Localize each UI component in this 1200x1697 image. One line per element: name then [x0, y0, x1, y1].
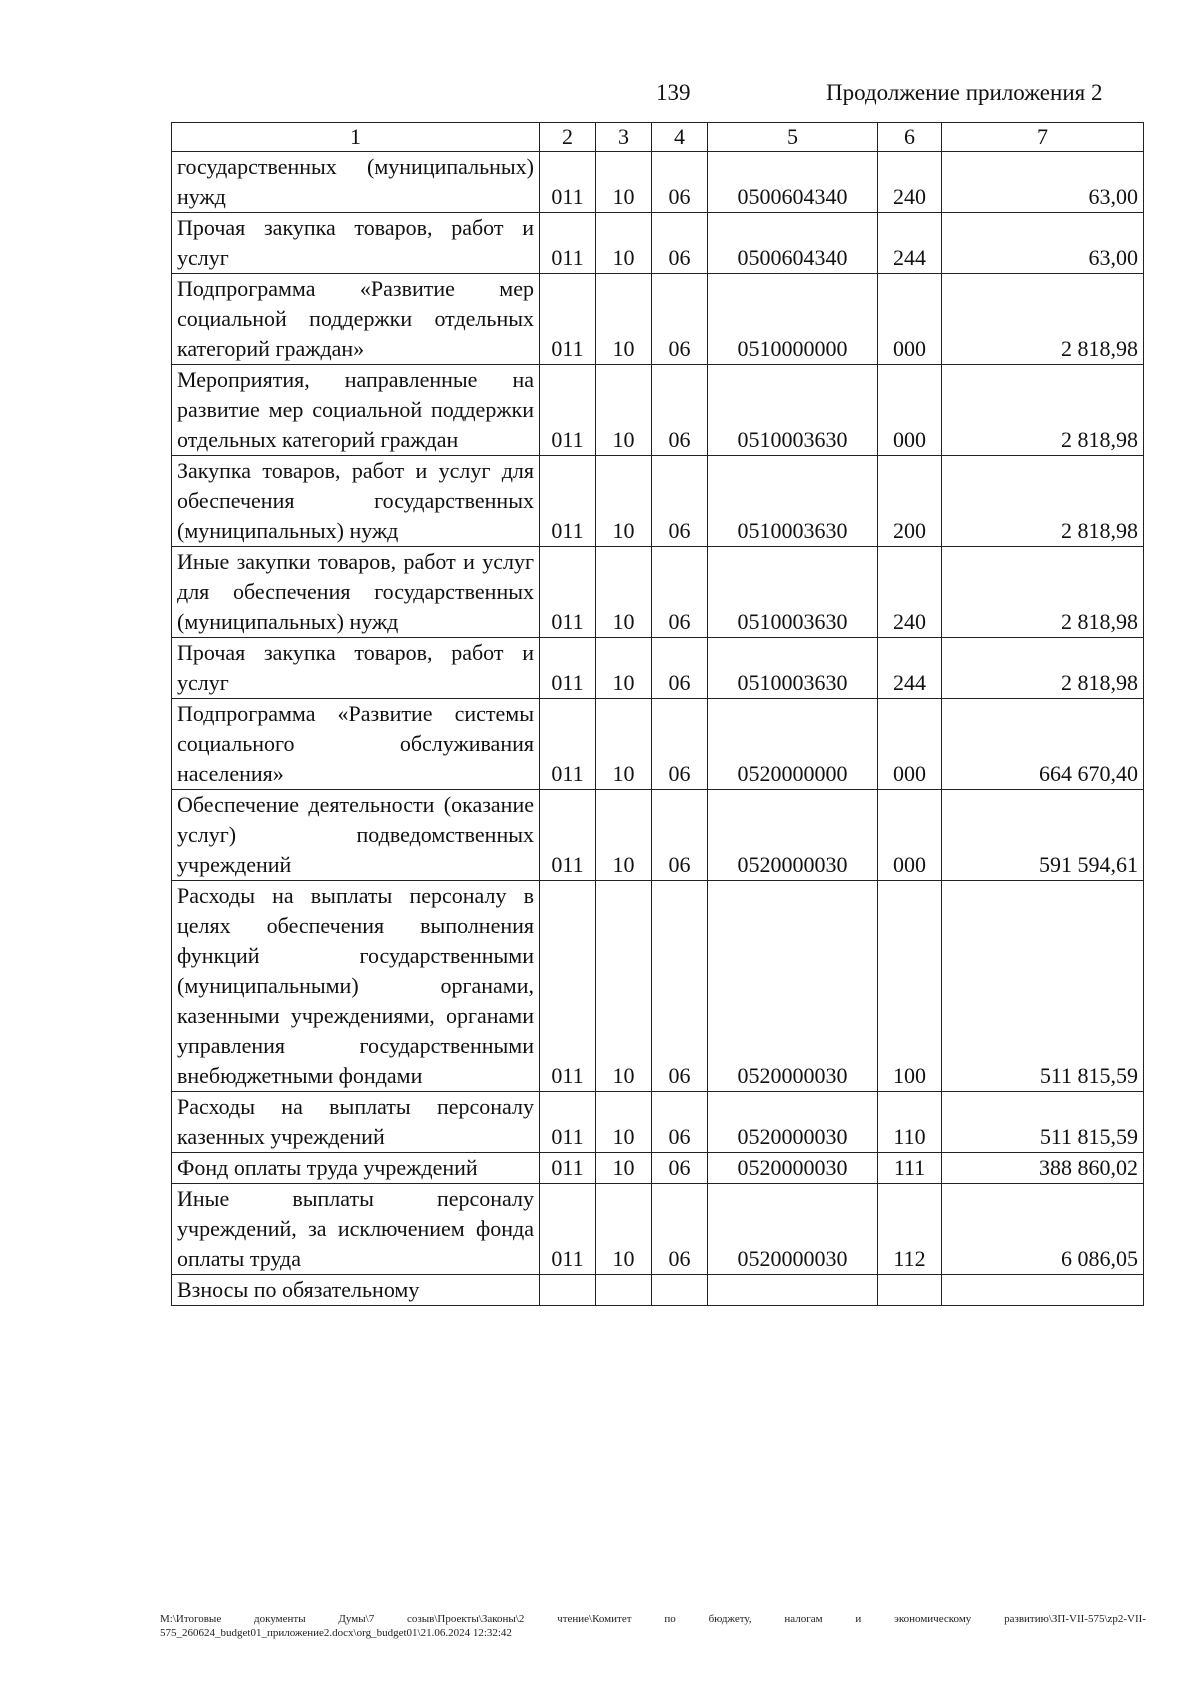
- table-row: [172, 213, 1144, 274]
- cell-col-2: 011: [540, 365, 596, 456]
- cell-description: Подпрограмма «Развитие мер социальной поддержки отдельных категорий граждан»: [172, 274, 540, 365]
- cell-col-4: 06: [652, 1153, 708, 1184]
- cell-col-6: 112: [878, 1184, 942, 1275]
- cell-col-4: 06: [652, 638, 708, 699]
- cell-col-5: 0520000000: [708, 699, 878, 790]
- cell-col-2: 011: [540, 638, 596, 699]
- cell-col-2: 011: [540, 881, 596, 1092]
- table-row: [172, 456, 1144, 547]
- cell-col-3: [596, 1275, 652, 1306]
- cell-col-3: 10: [596, 365, 652, 456]
- cell-col-5: [708, 1275, 878, 1306]
- cell-col-3: 10: [596, 1092, 652, 1153]
- cell-col-6: 110: [878, 1092, 942, 1153]
- cell-col-5: 0500604340: [708, 152, 878, 213]
- cell-col-3: 10: [596, 547, 652, 638]
- cell-col-4: 06: [652, 881, 708, 1092]
- cell-amount: 2 818,98: [942, 456, 1144, 547]
- cell-col-5: 0520000030: [708, 790, 878, 881]
- header-row: [172, 123, 1144, 152]
- cell-col-6: 000: [878, 274, 942, 365]
- table-row: [172, 790, 1144, 881]
- cell-col-3: 10: [596, 152, 652, 213]
- cell-col-4: 06: [652, 1184, 708, 1275]
- cell-description: Закупка товаров, работ и услуг для обеспечения государственных (муниципальных) нужд: [172, 456, 540, 547]
- cell-col-5: 0520000030: [708, 881, 878, 1092]
- table-body: [172, 152, 1144, 1306]
- cell-description: Иные закупки товаров, работ и услуг для обеспечения государственных (муниципальных) нужд: [172, 547, 540, 638]
- cell-col-3: 10: [596, 456, 652, 547]
- cell-amount: [942, 1275, 1144, 1306]
- cell-col-2: [540, 1275, 596, 1306]
- cell-col-4: 06: [652, 274, 708, 365]
- cell-col-5: 0520000030: [708, 1153, 878, 1184]
- cell-col-5: 0520000030: [708, 1184, 878, 1275]
- cell-description: Взносы по обязательному: [172, 1275, 540, 1306]
- cell-col-2: 011: [540, 274, 596, 365]
- cell-col-4: 06: [652, 152, 708, 213]
- cell-col-6: 240: [878, 547, 942, 638]
- cell-description: Подпрограмма «Развитие системы социального обслуживания населения»: [172, 699, 540, 790]
- cell-amount: 2 818,98: [942, 547, 1144, 638]
- cell-col-6: 100: [878, 881, 942, 1092]
- cell-col-4: 06: [652, 699, 708, 790]
- cell-amount: 63,00: [942, 152, 1144, 213]
- cell-col-4: 06: [652, 456, 708, 547]
- table-row: [172, 881, 1144, 1092]
- cell-col-6: 111: [878, 1153, 942, 1184]
- cell-col-2: 011: [540, 456, 596, 547]
- cell-col-6: 244: [878, 638, 942, 699]
- cell-col-2: 011: [540, 152, 596, 213]
- col-header-4: 4: [652, 123, 708, 152]
- cell-col-2: 011: [540, 213, 596, 274]
- cell-col-4: 06: [652, 213, 708, 274]
- cell-col-3: 10: [596, 638, 652, 699]
- cell-col-4: [652, 1275, 708, 1306]
- col-header-3: 3: [596, 123, 652, 152]
- col-header-6: 6: [878, 123, 942, 152]
- table-row: [172, 1184, 1144, 1275]
- cell-amount: 511 815,59: [942, 1092, 1144, 1153]
- cell-col-2: 011: [540, 1092, 596, 1153]
- cell-description: Прочая закупка товаров, работ и услуг: [172, 213, 540, 274]
- cell-col-6: 200: [878, 456, 942, 547]
- cell-col-5: 0500604340: [708, 213, 878, 274]
- col-header-1: 1: [172, 123, 540, 152]
- cell-col-3: 10: [596, 1153, 652, 1184]
- page-number: 139: [656, 80, 691, 105]
- table-row: [172, 1153, 1144, 1184]
- cell-col-2: 011: [540, 1153, 596, 1184]
- table-row: [172, 152, 1144, 213]
- cell-amount: 2 818,98: [942, 638, 1144, 699]
- cell-col-6: 244: [878, 213, 942, 274]
- cell-description: Мероприятия, направленные на развитие мер социальной поддержки отдельных категорий граждан: [172, 365, 540, 456]
- cell-col-2: 011: [540, 790, 596, 881]
- cell-col-2: 011: [540, 547, 596, 638]
- table-row: [172, 365, 1144, 456]
- cell-amount: 591 594,61: [942, 790, 1144, 881]
- cell-col-3: 10: [596, 213, 652, 274]
- table-row: [172, 274, 1144, 365]
- cell-description: государственных (муниципальных) нужд: [172, 152, 540, 213]
- col-header-7: 7: [942, 123, 1144, 152]
- table-row: [172, 1275, 1144, 1306]
- cell-col-6: [878, 1275, 942, 1306]
- table-row: [172, 1092, 1144, 1153]
- cell-col-4: 06: [652, 1092, 708, 1153]
- cell-amount: 388 860,02: [942, 1153, 1144, 1184]
- cell-amount: 63,00: [942, 213, 1144, 274]
- cell-col-5: 0510000000: [708, 274, 878, 365]
- cell-col-6: 000: [878, 699, 942, 790]
- budget-table: [171, 122, 1144, 1306]
- cell-amount: 2 818,98: [942, 274, 1144, 365]
- cell-col-3: 10: [596, 1184, 652, 1275]
- cell-amount: 2 818,98: [942, 365, 1144, 456]
- table-header: [172, 123, 1144, 152]
- col-header-2: 2: [540, 123, 596, 152]
- cell-col-4: 06: [652, 365, 708, 456]
- cell-amount: 6 086,05: [942, 1184, 1144, 1275]
- cell-col-6: 000: [878, 365, 942, 456]
- table-row: [172, 699, 1144, 790]
- cell-col-5: 0510003630: [708, 547, 878, 638]
- cell-col-4: 06: [652, 790, 708, 881]
- cell-col-5: 0510003630: [708, 638, 878, 699]
- cell-amount: 511 815,59: [942, 881, 1144, 1092]
- cell-col-5: 0510003630: [708, 456, 878, 547]
- cell-col-2: 011: [540, 699, 596, 790]
- cell-col-5: 0510003630: [708, 365, 878, 456]
- cell-col-3: 10: [596, 699, 652, 790]
- continuation-label: Продолжение приложения 2: [826, 80, 1103, 105]
- cell-description: Расходы на выплаты персоналу в целях обеспечения выполнения функций государственными (муниципальными) органами, казенными учреждениями, органами управления государственными внебюджетными фондами: [172, 881, 540, 1092]
- table-row: [172, 547, 1144, 638]
- cell-col-4: 06: [652, 547, 708, 638]
- cell-description: Фонд оплаты труда учреждений: [172, 1153, 540, 1184]
- cell-amount: 664 670,40: [942, 699, 1144, 790]
- file-path-footer: M:\Итоговые документы Думы\7 созыв\Проекты\Законы\2 чтение\Комитет по бюджету, налогам и экономическому развитию\ЗП-VII-575\zp2-VII-575_260624_budget01_приложение2.docx\org_budget01\21.06.2024 12:32:42: [160, 1613, 1146, 1639]
- cell-description: Обеспечение деятельности (оказание услуг) подведомственных учреждений: [172, 790, 540, 881]
- cell-col-3: 10: [596, 274, 652, 365]
- cell-description: Иные выплаты персоналу учреждений, за исключением фонда оплаты труда: [172, 1184, 540, 1275]
- col-header-5: 5: [708, 123, 878, 152]
- cell-description: Расходы на выплаты персоналу казенных учреждений: [172, 1092, 540, 1153]
- cell-col-2: 011: [540, 1184, 596, 1275]
- cell-description: Прочая закупка товаров, работ и услуг: [172, 638, 540, 699]
- cell-col-6: 240: [878, 152, 942, 213]
- cell-col-3: 10: [596, 881, 652, 1092]
- cell-col-6: 000: [878, 790, 942, 881]
- cell-col-3: 10: [596, 790, 652, 881]
- cell-col-5: 0520000030: [708, 1092, 878, 1153]
- table-row: [172, 638, 1144, 699]
